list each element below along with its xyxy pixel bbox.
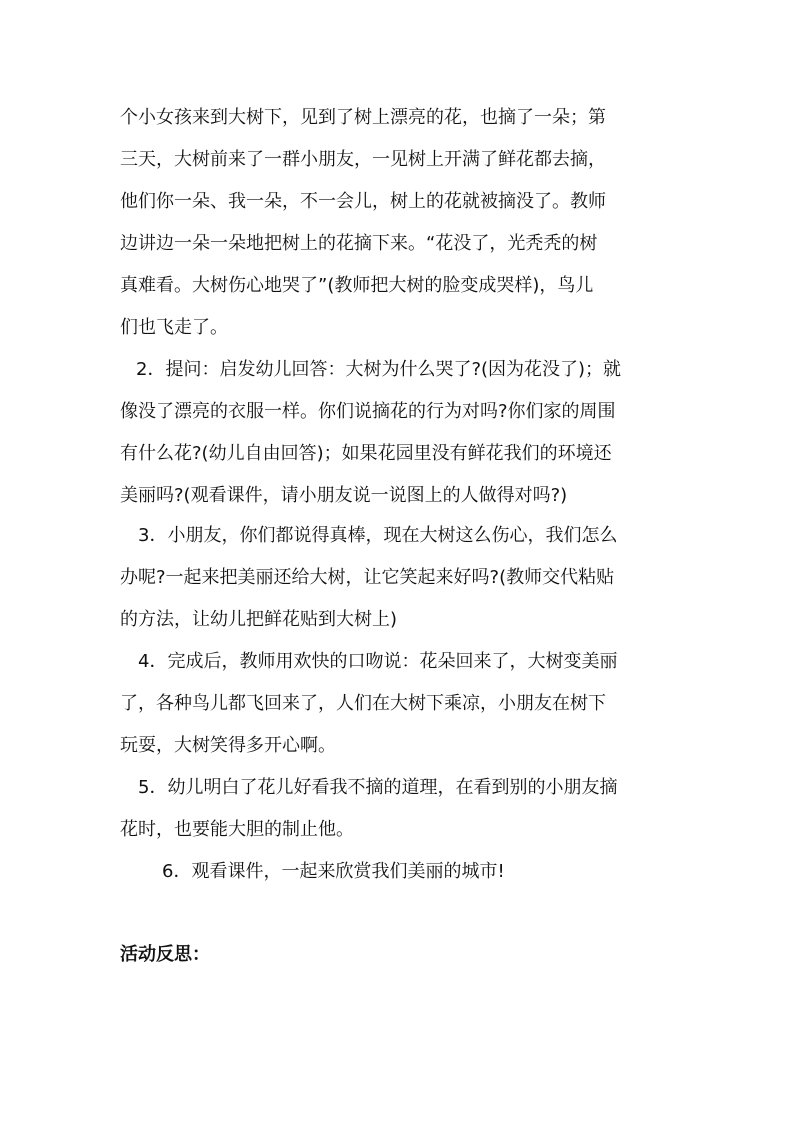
paragraph-line: 他们你一朵、我一朵，不一会儿，树上的花就被摘没了。教师 [120,191,606,212]
paragraph-line: 玩耍，大树笑得多开心啊。 [120,735,336,756]
paragraph-line: 美丽吗?(观看课件，请小朋友说一说图上的人做得对吗?) [120,485,568,506]
paragraph-line: 像没了漂亮的衣服一样。你们说摘花的行为对吗?你们家的周围 [120,401,616,422]
paragraph-line: 3．小朋友，你们都说得真棒，现在大树这么伤心，我们怎么 [138,525,618,546]
paragraph-line: 真难看。大树伤心地哭了”(教师把大树的脸变成哭样)，鸟儿 [120,275,594,296]
paragraph-line: 的方法，让幼儿把鲜花贴到大树上) [120,609,398,630]
paragraph-line: 5．幼儿明白了花儿好看我不摘的道理，在看到别的小朋友摘 [138,777,618,798]
paragraph-line: 三天，大树前来了一群小朋友，一见树上开满了鲜花都去摘， [120,149,606,170]
paragraph-line: 办呢?一起来把美丽还给大树，让它笑起来好吗?(教师交代粘贴 [120,567,615,588]
section-heading: 活动反思： [120,944,210,965]
paragraph-line: 4．完成后，教师用欢快的口吻说：花朵回来了，大树变美丽 [138,651,618,672]
paragraph-line: 边讲边一朵一朵地把树上的花摘下来。“花没了，光秃秃的树 [120,233,598,254]
paragraph-line: 2．提问：启发幼儿回答：大树为什么哭了?(因为花没了)；就 [136,359,622,380]
paragraph-line: 6．观看课件，一起来欣赏我们美丽的城市! [162,861,505,882]
paragraph-line: 了，各种鸟儿都飞回来了，人们在大树下乘凉，小朋友在树下 [120,693,606,714]
paragraph-line: 个小女孩来到大树下，见到了树上漂亮的花，也摘了一朵；第 [120,107,606,128]
paragraph-line: 花时，也要能大胆的制止他。 [120,819,354,840]
paragraph-line: 们也飞走了。 [120,317,228,338]
paragraph-line: 有什么花?(幼儿自由回答)；如果花园里没有鲜花我们的环境还 [120,443,612,464]
